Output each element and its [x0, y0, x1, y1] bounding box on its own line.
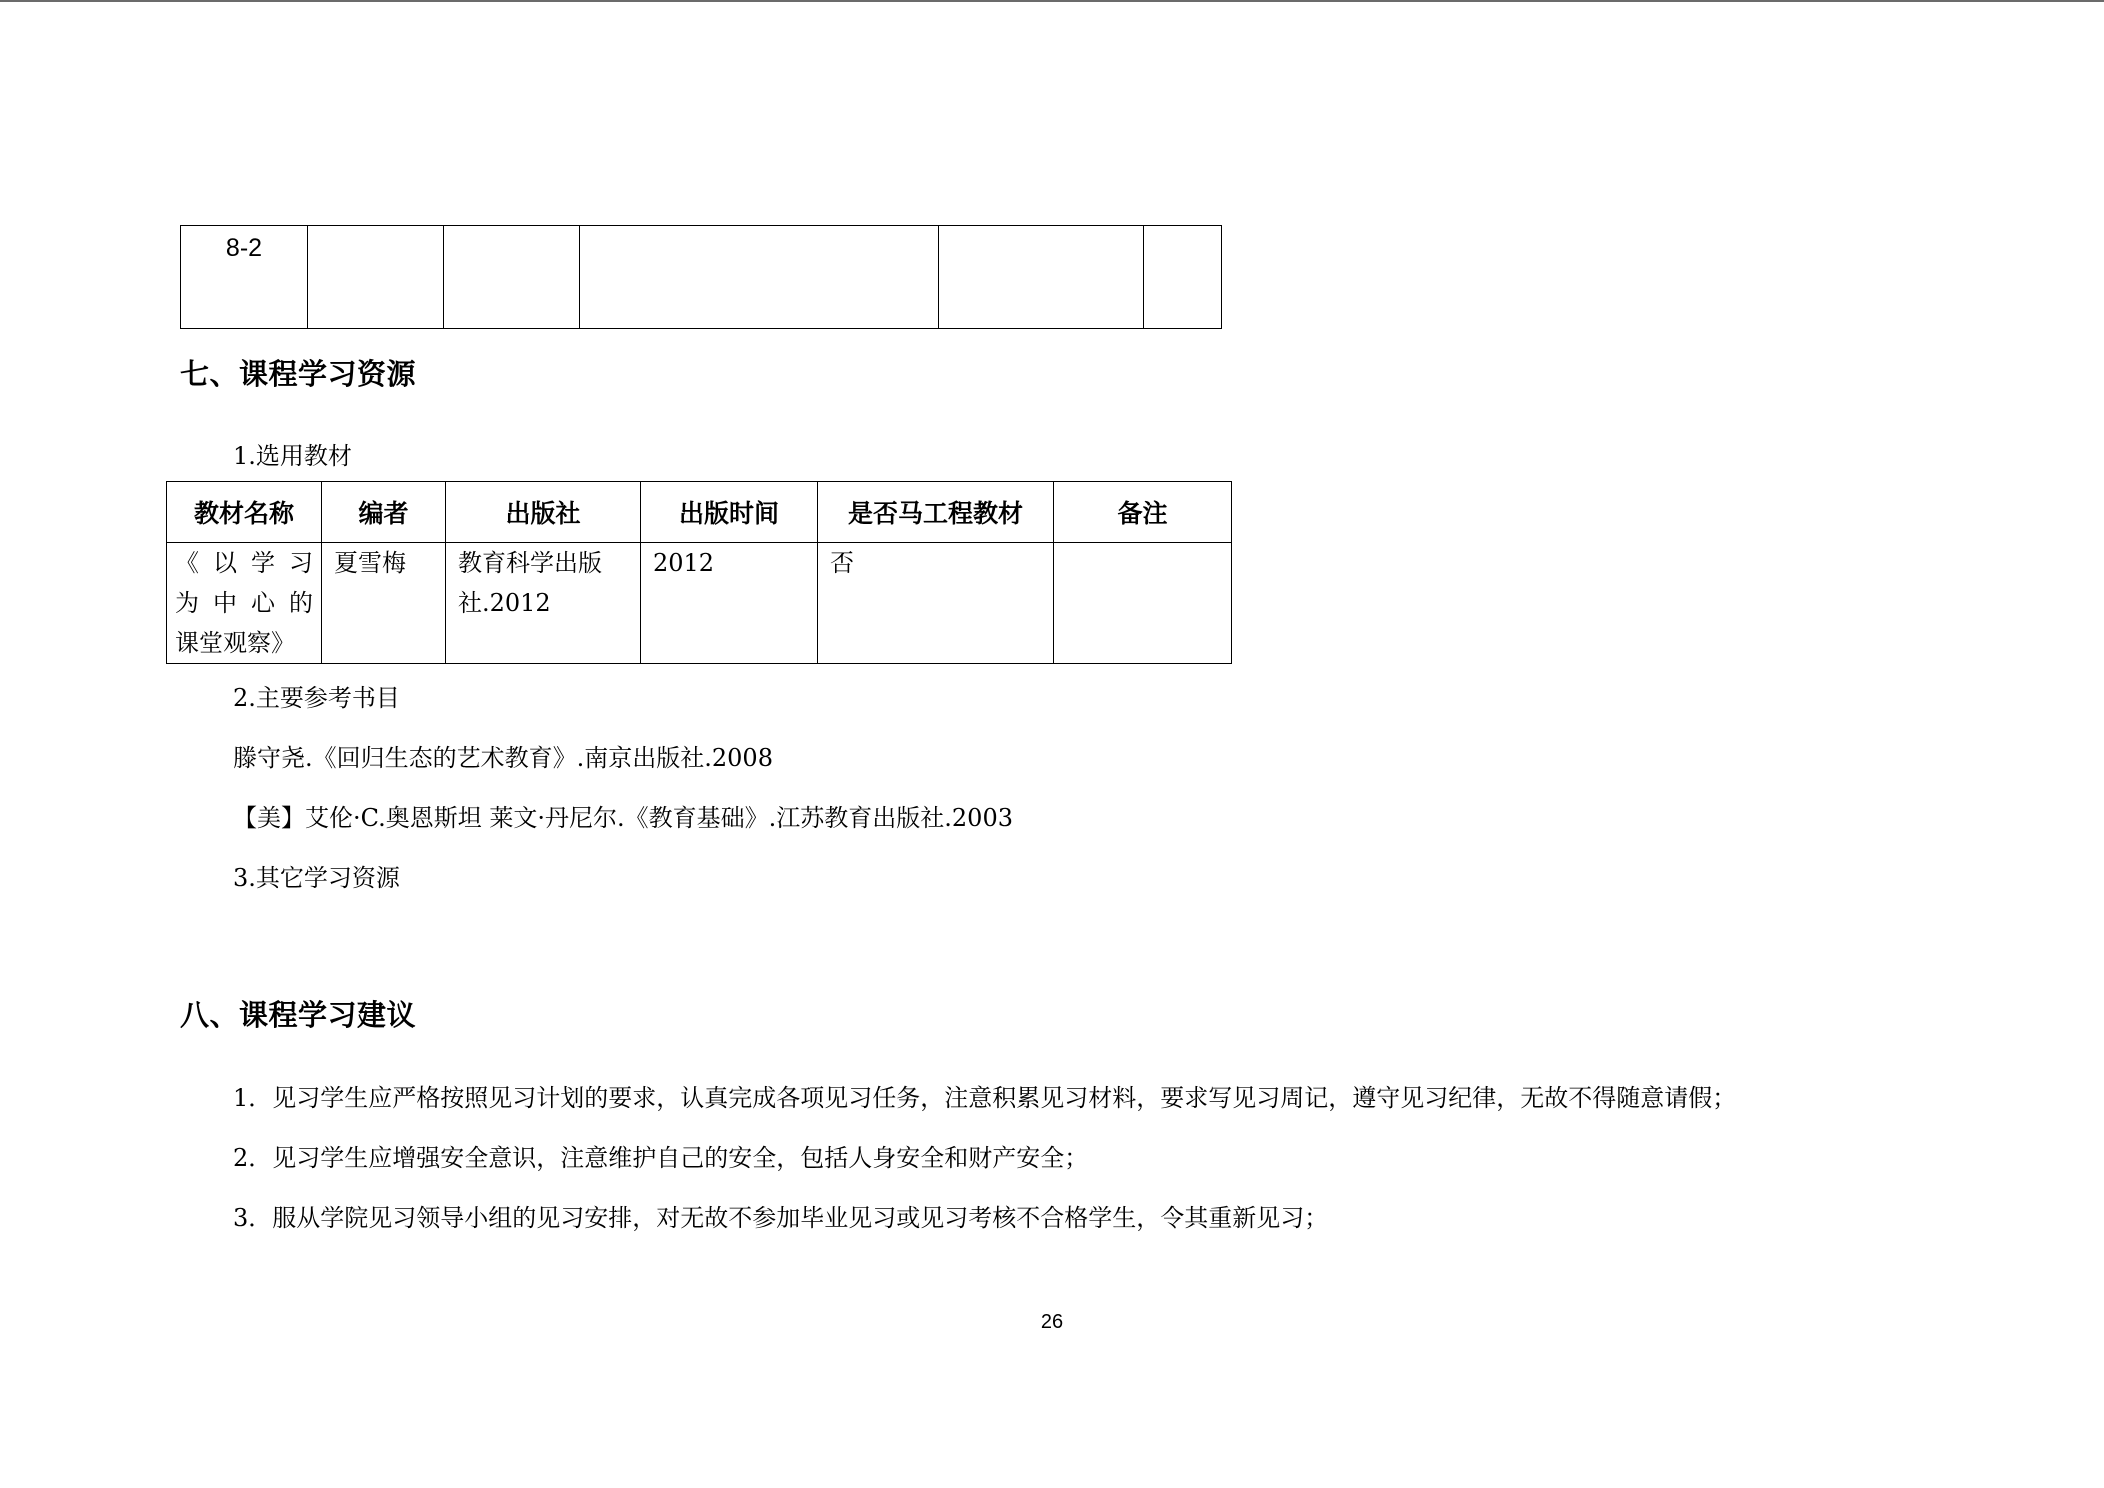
book-title-line: 课堂观察》: [175, 629, 295, 657]
column-header: 是否马工程教材: [818, 482, 1054, 543]
column-header: 备注: [1054, 482, 1232, 543]
column-header: 出版社: [446, 482, 641, 543]
row-label-cell: 8-2: [181, 226, 308, 329]
column-header: 编者: [322, 482, 446, 543]
empty-cell: [308, 226, 444, 329]
suggestion-item: 3．服从学院见习领导小组的见习安排，对无故不参加毕业见习或见习考核不合格学生，令其重新见习；: [233, 1204, 1329, 1232]
table-row: [167, 543, 1232, 664]
subheading-textbook: 1.选用教材: [233, 442, 352, 470]
page-top-rule: [0, 0, 2104, 2]
editor-cell: 夏雪梅: [322, 543, 446, 664]
table-row: [181, 226, 1222, 329]
book-title-cell: [167, 543, 322, 664]
publisher-line: 教育科学出版: [458, 549, 602, 577]
suggestion-item: 1．见习学生应严格按照见习计划的要求，认真完成各项见习任务，注意积累见习材料，要求写见习周记，遵守见习纪律，无故不得随意请假；: [233, 1084, 1737, 1112]
reference-item: 【美】艾伦·C.奥恩斯坦 莱文·丹尼尔.《教育基础》.江苏教育出版社.2003: [233, 804, 1013, 832]
table-header-row: [167, 482, 1232, 543]
empty-cell: [939, 226, 1144, 329]
column-header: 出版时间: [641, 482, 818, 543]
section-heading-resources: 七、课程学习资源: [180, 357, 417, 391]
year-cell: 2012: [641, 543, 818, 664]
subheading-references: 2.主要参考书目: [233, 684, 400, 712]
ma-project-cell: 否: [818, 543, 1054, 664]
book-title-line: 《以学习: [175, 549, 313, 577]
reference-item: 滕守尧.《回归生态的艺术教育》.南京出版社.2008: [233, 744, 773, 772]
note-cell: [1054, 543, 1232, 664]
empty-cell: [1144, 226, 1222, 329]
column-header: 教材名称: [167, 482, 322, 543]
previous-table-row: [180, 225, 1222, 329]
book-title-line: 为中心的: [175, 589, 313, 617]
page-number: 26: [1040, 1311, 1064, 1333]
empty-cell: [580, 226, 939, 329]
publisher-line: 社.2012: [458, 589, 551, 617]
subheading-other-resources: 3.其它学习资源: [233, 864, 400, 892]
section-heading-suggestions: 八、课程学习建议: [180, 998, 417, 1032]
empty-cell: [444, 226, 580, 329]
publisher-cell: [446, 543, 641, 664]
suggestion-item: 2．见习学生应增强安全意识，注意维护自己的安全，包括人身安全和财产安全；: [233, 1144, 1089, 1172]
textbook-table: [166, 481, 1232, 664]
